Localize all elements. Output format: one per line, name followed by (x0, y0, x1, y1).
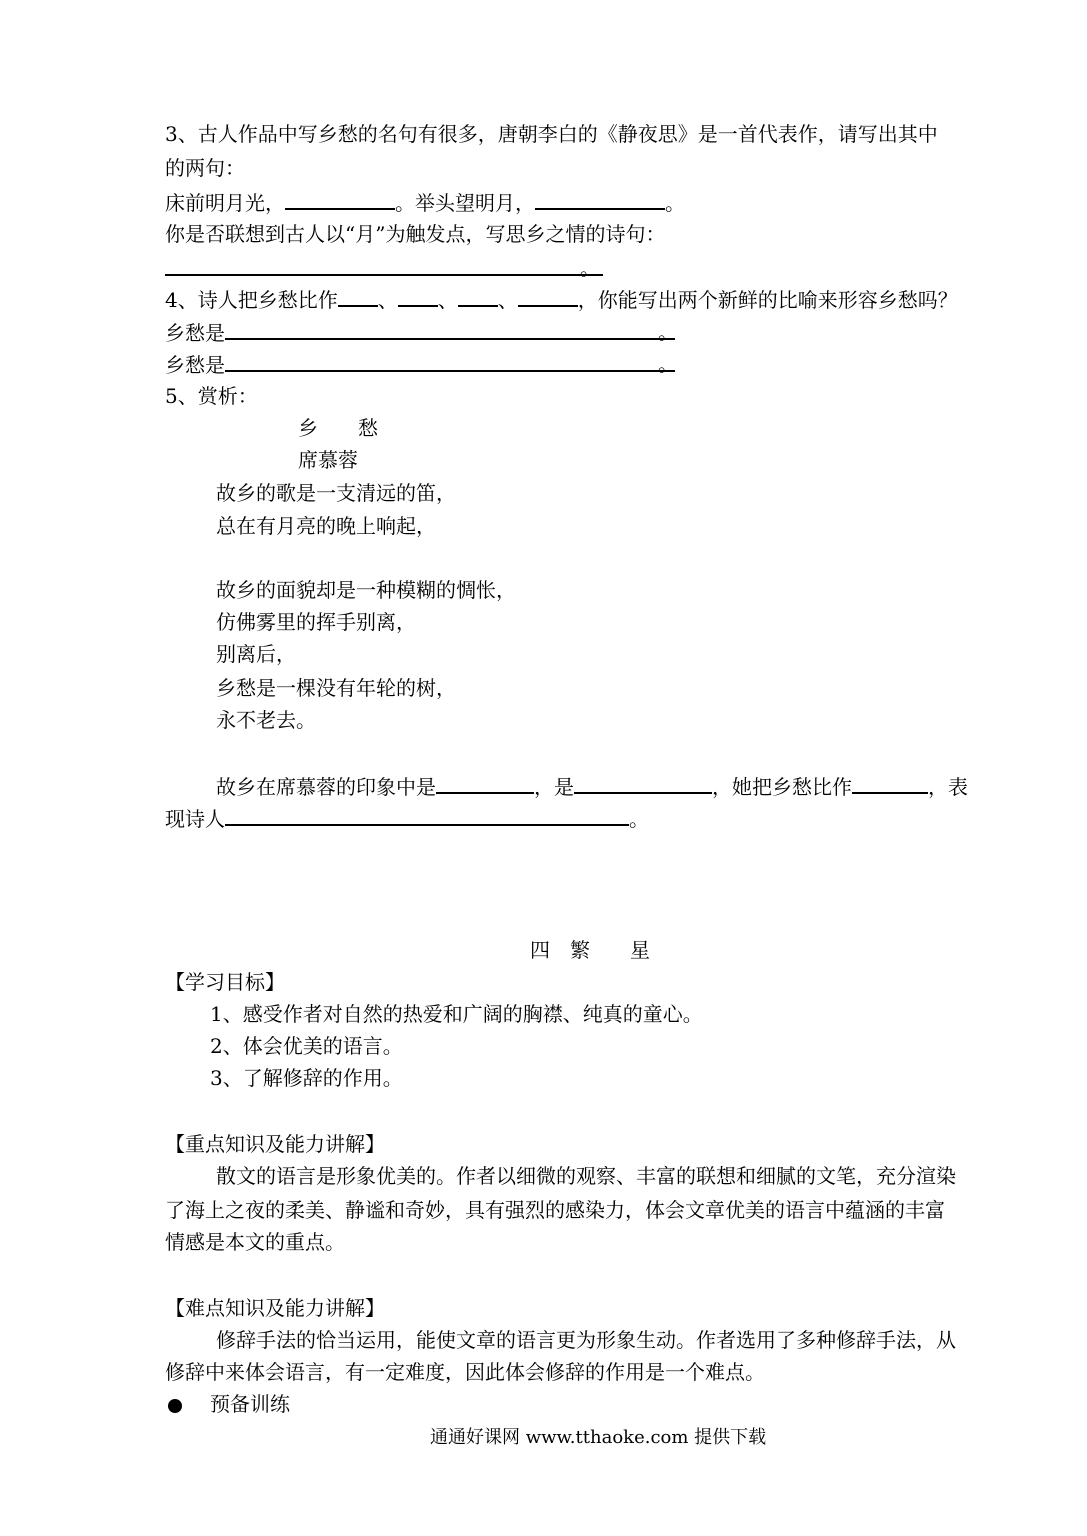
poem-line: 永不老去。 (216, 708, 316, 732)
hard-paragraph-line: 修辞手法的恰当运用，能使文章的语言更为形象生动。作者选用了多种修辞手法，从 (216, 1328, 956, 1352)
poem-line: 仿佛雾里的挥手别离， (216, 610, 416, 634)
footer-text: 通通好课网 www.tthaoke.com 提供下载 (430, 1427, 767, 1448)
poem-line: 乡愁是一棵没有年轮的树， (216, 676, 456, 700)
q3-line2: 的两句： (165, 156, 245, 180)
key-heading: 【重点知识及能力讲解】 (165, 1132, 385, 1156)
q4-line2: 乡愁是 (165, 316, 675, 348)
key-paragraph-line: 散文的语言是形象优美的。作者以细微的观察、丰富的联想和细腻的文笔，充分渲染 (216, 1164, 956, 1188)
section-title: 四 繁 星 (530, 938, 650, 962)
poem-author: 席慕蓉 (298, 448, 358, 472)
bullet-icon (168, 1399, 182, 1413)
poem-line: 总在有月亮的晚上响起， (216, 514, 436, 538)
goal-item: 2、体会优美的语言。 (210, 1034, 403, 1058)
poem-line: 故乡的面貌却是一种模糊的惆怅， (216, 578, 516, 602)
prep-item: 预备训练 (168, 1388, 290, 1420)
q4-line1: 4、诗人把乡愁比作 、 、 、 ，你能写出两个新鲜的比喻来形容乡愁吗？ (165, 283, 958, 315)
q3-line1: 3、古人作品中写乡愁的名句有很多，唐朝李白的《静夜思》是一首代表作，请写出其中 (165, 122, 938, 146)
q5-label: 5、赏析： (165, 384, 258, 408)
answer-blank[interactable] (225, 802, 629, 826)
goal-item: 3、了解修辞的作用。 (210, 1066, 403, 1090)
answer-blank[interactable] (458, 283, 498, 307)
answer-blank[interactable] (535, 186, 665, 210)
q4-line2-end: 。 (658, 320, 678, 344)
hard-heading: 【难点知识及能力讲解】 (165, 1296, 385, 1320)
key-paragraph-line: 情感是本文的重点。 (165, 1230, 345, 1254)
answer-line[interactable] (165, 274, 603, 276)
answer-blank[interactable] (574, 770, 712, 794)
poem-line: 故乡的歌是一支清远的笛， (216, 481, 456, 505)
poem-title: 乡 愁 (298, 416, 378, 440)
q3-line4: 你是否联想到古人以“月”为触发点，写思乡之情的诗句： (165, 222, 666, 246)
goals-heading: 【学习目标】 (165, 970, 285, 994)
q5-answer-line2: 现诗人 。 (165, 802, 649, 834)
key-paragraph-line: 了海上之夜的柔美、静谧和奇妙，具有强烈的感染力，体会文章优美的语言中蕴涵的丰富 (165, 1198, 945, 1222)
answer-blank[interactable] (436, 770, 534, 794)
poem-line: 别离后， (216, 642, 296, 666)
goal-item: 1、感受作者对自然的热爱和广阔的胸襟、纯真的童心。 (210, 1002, 703, 1026)
hard-paragraph-line: 修辞中来体会语言，有一定难度，因此体会修辞的作用是一个难点。 (165, 1360, 765, 1384)
q3-line5-end: 。 (580, 256, 600, 280)
q5-answer-line1: 故乡在席慕蓉的印象中是 ，是 ，她把乡愁比作 ，表 (216, 770, 968, 802)
q4-line3: 乡愁是 (165, 348, 675, 380)
answer-blank[interactable] (225, 348, 675, 372)
answer-blank[interactable] (518, 283, 578, 307)
q3-line3: 床前明月光， 。举头望明月， 。 (165, 186, 685, 218)
answer-blank[interactable] (225, 316, 675, 340)
answer-blank[interactable] (285, 186, 395, 210)
q4-line3-end: 。 (658, 352, 678, 376)
answer-blank[interactable] (398, 283, 438, 307)
answer-blank[interactable] (338, 283, 378, 307)
answer-blank[interactable] (852, 770, 928, 794)
